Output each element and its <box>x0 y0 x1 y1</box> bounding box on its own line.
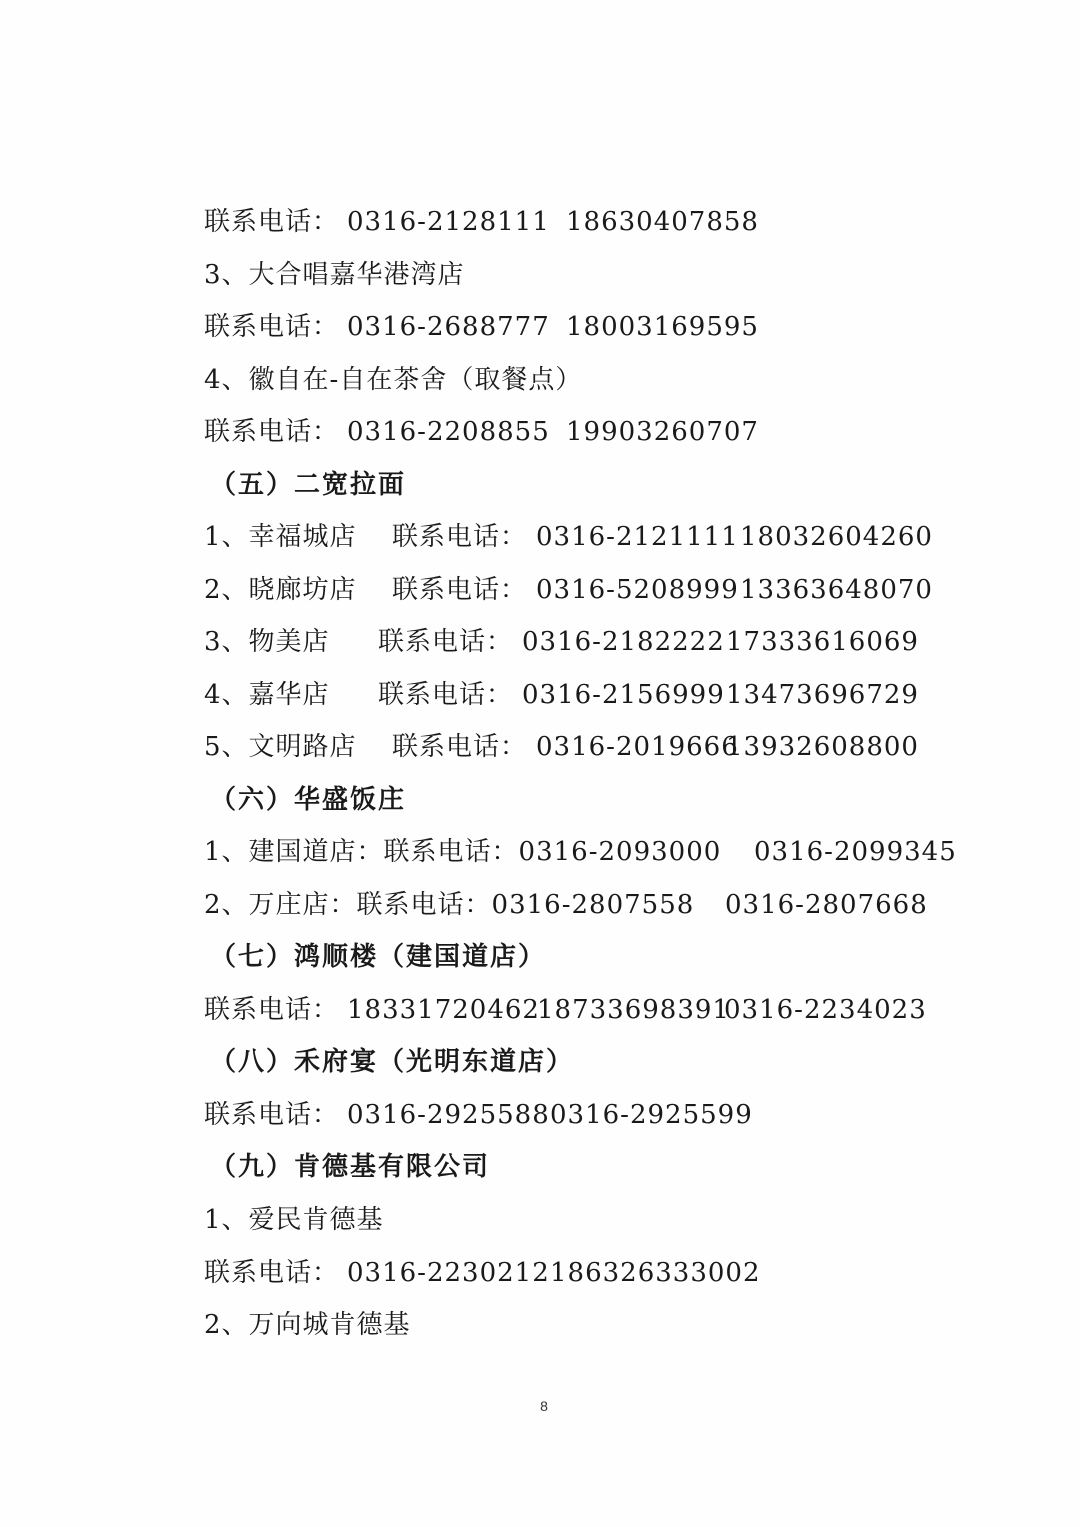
phone-number: 0316-2234023 <box>724 995 927 1025</box>
store-item: 4、徽自在-自在茶舍（取餐点） <box>204 365 583 395</box>
phone-number: 0316-5208999 <box>536 575 739 605</box>
store-name: 1、幸福城店 <box>204 522 357 552</box>
phone-number: 186326333002 <box>550 1258 761 1288</box>
phone-number: 18331720462 <box>347 995 540 1025</box>
phone-number: 0316-2156999 <box>522 680 725 710</box>
phone-number: 0316-2925588 <box>347 1100 550 1130</box>
phone-number: 19903260707 <box>566 417 759 447</box>
phone-label: 联系电话： <box>378 680 514 710</box>
phone-number: 0316-2182222 <box>522 627 725 657</box>
phone-number: 0316-2019666 <box>536 732 739 762</box>
phone-number: 13473696729 <box>726 680 919 710</box>
phone-label: 联系电话： <box>392 575 528 605</box>
store-contact-line <box>204 622 919 662</box>
section-heading: （八）禾府宴（光明东道店） <box>210 1047 575 1077</box>
phone-number: 0316-2688777 <box>347 312 550 342</box>
section-heading: （七）鸿顺楼（建国道店） <box>210 942 547 972</box>
store-contact-text: 2、万庄店：联系电话：0316-2807558 <box>204 890 695 920</box>
store-item: 3、大合唱嘉华港湾店 <box>204 260 465 290</box>
page-number: 8 <box>540 1398 548 1414</box>
phone-number: 0316-2807668 <box>725 890 928 920</box>
store-contact-line <box>204 832 957 872</box>
store-contact-text: 1、建国道店：联系电话：0316-2093000 <box>204 837 722 867</box>
phone-number: 0316-2208855 <box>347 417 550 447</box>
phone-number: 18630407858 <box>566 207 759 237</box>
contact-phone-line <box>204 202 759 242</box>
store-contact-line <box>204 675 919 715</box>
store-contact-line <box>204 570 933 610</box>
section-heading: （六）华盛饭庄 <box>210 785 407 815</box>
store-name: 3、物美店 <box>204 627 330 657</box>
phone-label: 联系电话： <box>204 207 340 237</box>
phone-number: 0316-2121111 <box>536 522 739 552</box>
phone-label: 联系电话： <box>204 417 340 447</box>
phone-number: 18032604260 <box>740 522 933 552</box>
contact-phone-line <box>204 1253 761 1293</box>
store-contact-line <box>204 727 919 767</box>
store-name: 2、晓廊坊店 <box>204 575 357 605</box>
phone-label: 联系电话： <box>392 522 528 552</box>
store-item: 1、爱民肯德基 <box>204 1205 384 1235</box>
phone-number: 18733698391 <box>537 995 730 1025</box>
store-contact-line <box>204 517 933 557</box>
section-heading: （五）二宽拉面 <box>210 470 407 500</box>
phone-number: 18003169595 <box>566 312 759 342</box>
phone-label: 联系电话： <box>204 995 340 1025</box>
phone-number: 13932608800 <box>726 732 919 762</box>
phone-label: 联系电话： <box>204 1100 340 1130</box>
store-name: 5、文明路店 <box>204 732 357 762</box>
store-item: 2、万向城肯德基 <box>204 1310 411 1340</box>
contact-phone-line <box>204 412 759 452</box>
contact-phone-line <box>204 1095 753 1135</box>
phone-number: 0316-2128111 <box>347 207 550 237</box>
phone-number: 17333616069 <box>726 627 919 657</box>
phone-number: 0316-2925599 <box>550 1100 753 1130</box>
phone-number: 13363648070 <box>740 575 933 605</box>
contact-phone-line <box>204 990 927 1030</box>
phone-label: 联系电话： <box>392 732 528 762</box>
section-heading: （九）肯德基有限公司 <box>210 1152 491 1182</box>
phone-label: 联系电话： <box>378 627 514 657</box>
phone-label: 联系电话： <box>204 1258 340 1288</box>
store-contact-line <box>204 885 928 925</box>
phone-label: 联系电话： <box>204 312 340 342</box>
phone-number: 0316-2230212 <box>347 1258 550 1288</box>
store-name: 4、嘉华店 <box>204 680 330 710</box>
phone-number: 0316-2099345 <box>754 837 957 867</box>
contact-phone-line <box>204 307 759 347</box>
